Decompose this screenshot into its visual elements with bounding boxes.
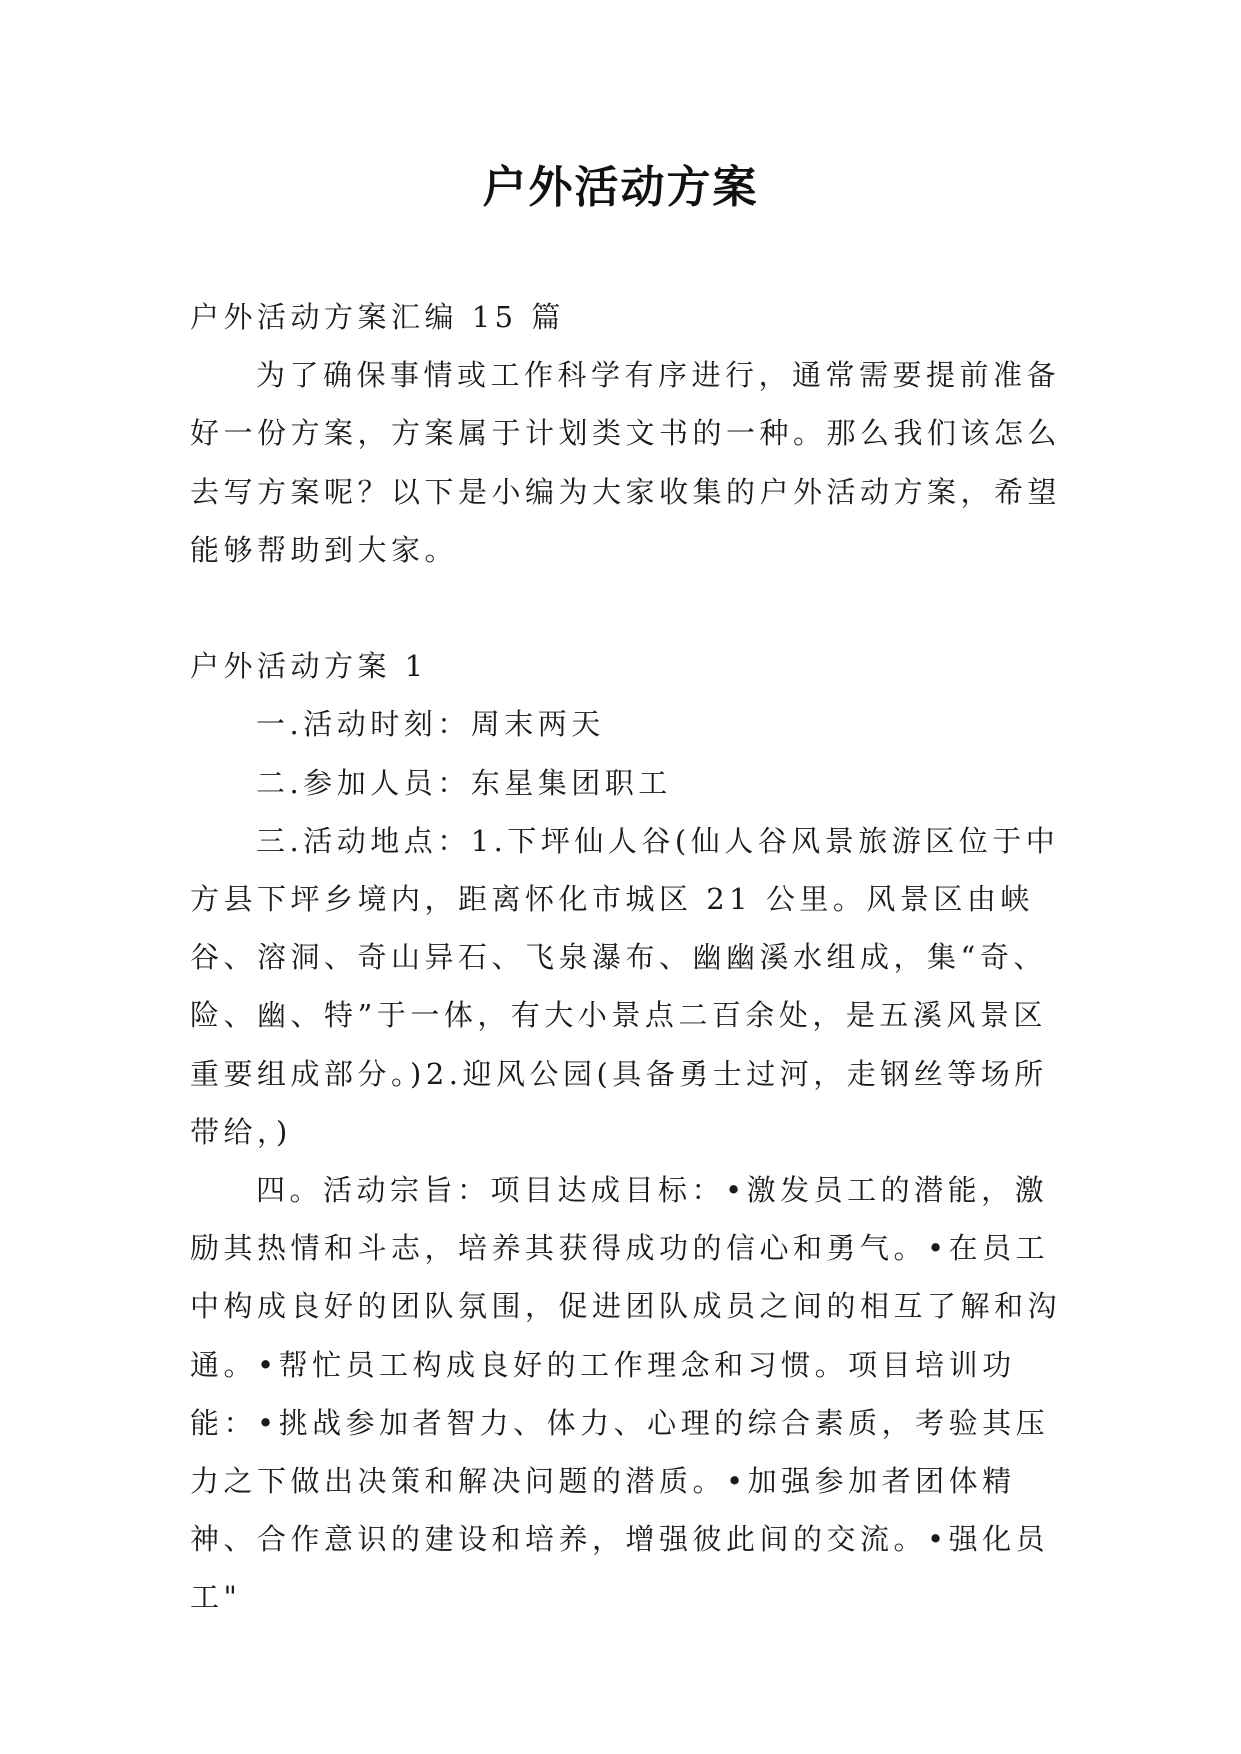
item-paragraph: 二.参加人员：东星集团职工 [256, 765, 672, 800]
item-paragraph: 一.活动时刻：周末两天 [256, 707, 605, 742]
item-paragraph: 三.活动地点：1.下坪仙人谷(仙人谷风景旅游区位于中方县下坪乡境内，距离怀化市城区 21 公里。风景区由峡谷、溶洞、奇山异石、飞泉瀑布、幽幽溪水组成，集“奇、险、幽、特”于一体，有大小景点二百余处，是五溪风景区重要组成部分。)2.迎风公园(具备勇士过河，走钢丝等场所带给，) [190, 823, 1060, 1149]
item-paragraph: 四。活动宗旨：项目达成目标：•激发员工的潜能，激励其热情和斗志，培养其获得成功的信心和勇气。•在员工中构成良好的团队氛围，促进团队成员之间的相互了解和沟通。•帮忙员工构成良好的工作理念和习惯。项目培训功能：•挑战参加者智力、体力、心理的综合素质，考验其压力之下做出决策和解决问题的潜质。•加强参加者团体精神、合作意识的建设和培养，增强彼此间的交流。•强化员工" [190, 1173, 1062, 1615]
document-title: 户外活动方案 [482, 162, 759, 213]
section-heading: 户外活动方案 1 [190, 649, 428, 684]
intro-paragraph: 为了确保事情或工作科学有序进行，通常需要提前准备好一份方案，方案属于计划类文书的一种。那么我们该怎么去写方案呢？以下是小编为大家收集的户外活动方案，希望能够帮助到大家。 [190, 358, 1062, 567]
paragraph-gap [190, 579, 1070, 637]
document-body [190, 288, 1070, 1627]
document-subtitle: 户外活动方案汇编 15 篇 [190, 300, 565, 334]
